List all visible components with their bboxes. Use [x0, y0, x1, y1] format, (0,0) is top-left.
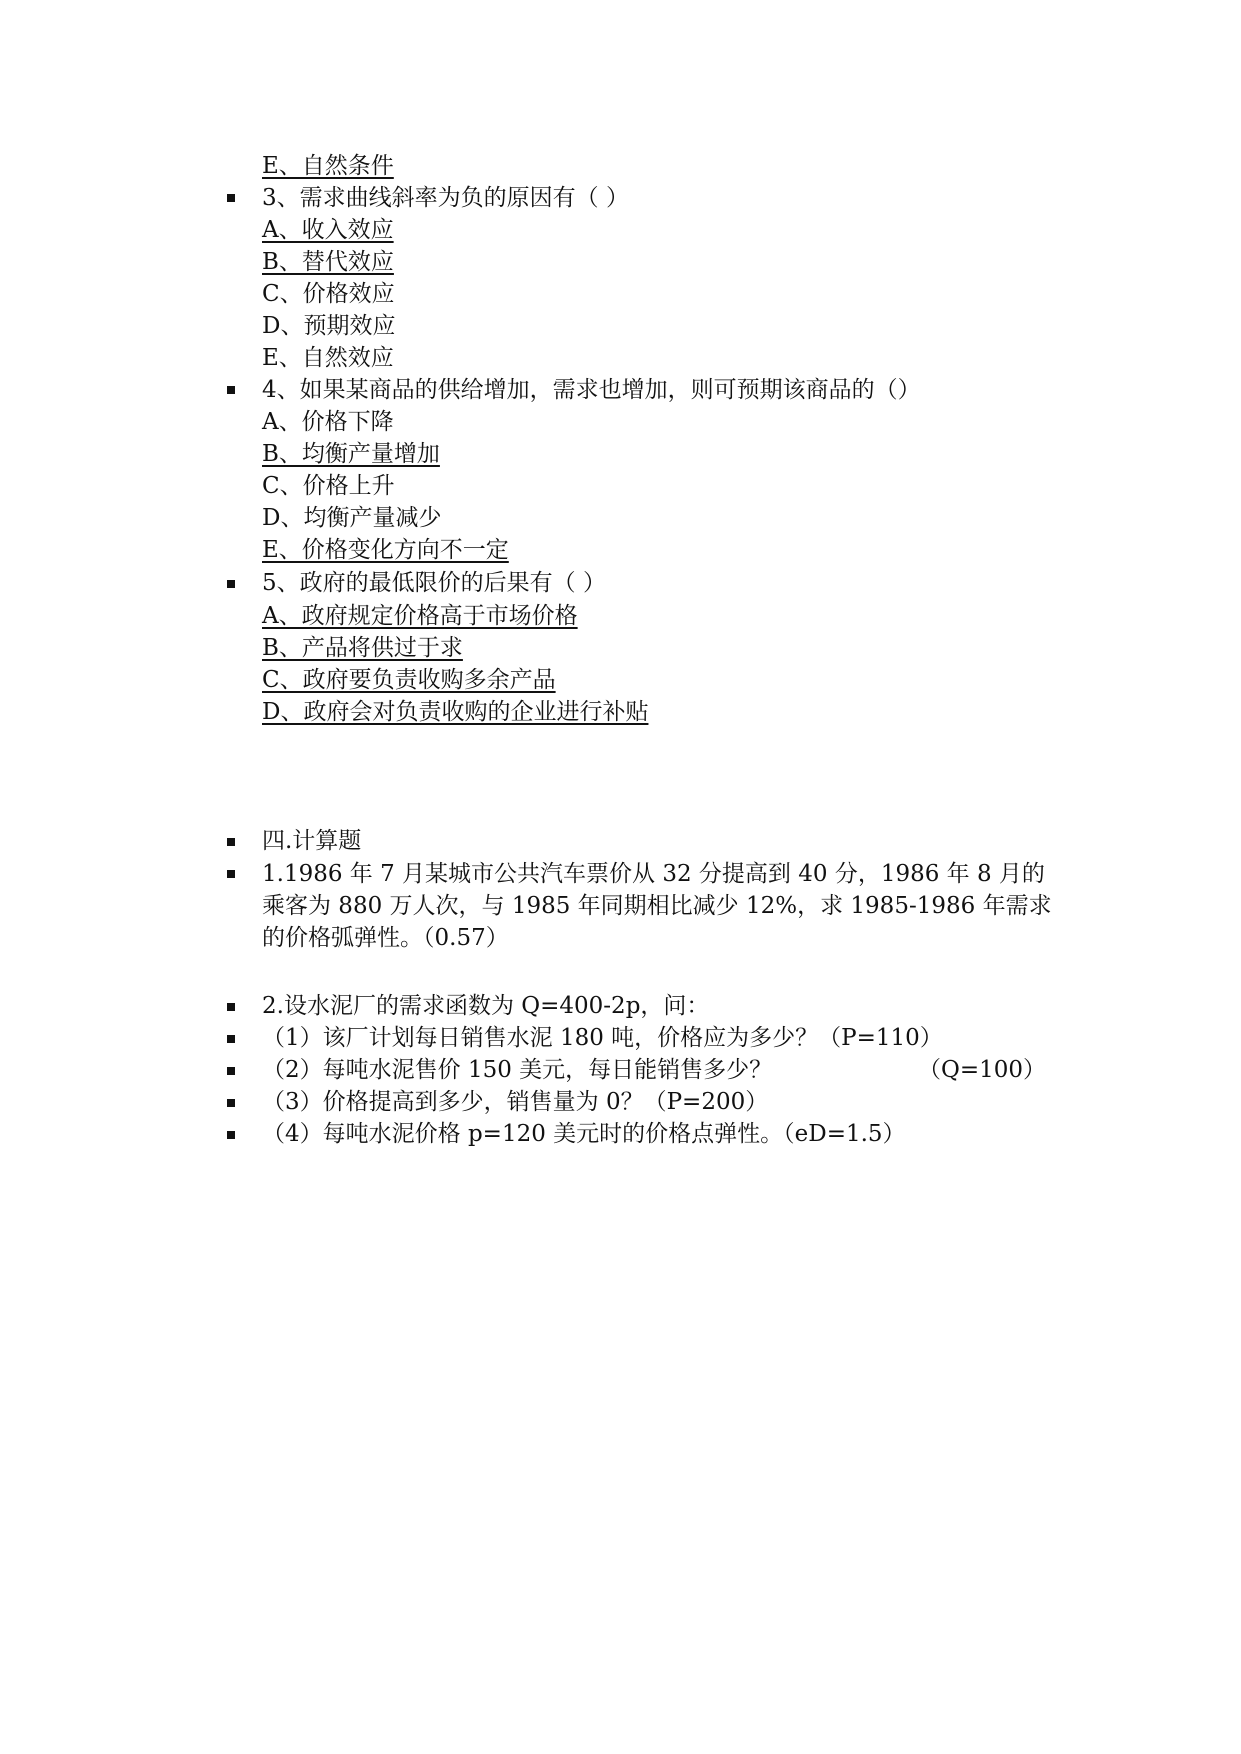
q5-option-b: B、产品将供过于求 [262, 635, 463, 661]
q5-option-a: A、政府规定价格高于市场价格 [262, 603, 578, 629]
bullet [227, 1067, 235, 1075]
problem-2-q2: （2）每吨水泥售价 150 美元，每日能销售多少？ [262, 1057, 773, 1083]
question-4: 4、如果某商品的供给增加，需求也增加，则可预期该商品的（） [262, 377, 921, 403]
bullet [227, 386, 235, 394]
q4-option-c: C、价格上升 [262, 473, 395, 499]
bullet [227, 1131, 235, 1139]
q3-option-d: D、预期效应 [262, 313, 396, 339]
q4-option-a: A、价格下降 [262, 409, 394, 435]
problem-2-q1: （1）该厂计划每日销售水泥 180 吨，价格应为多少？（P=110） [262, 1025, 943, 1051]
question-5: 5、政府的最低限价的后果有（ ） [262, 570, 606, 596]
q3-option-c: C、价格效应 [262, 281, 395, 307]
q5-option-c: C、政府要负责收购多余产品 [262, 667, 556, 693]
problem-2-q4: （4）每吨水泥价格 p=120 美元时的价格点弹性。（eD=1.5） [262, 1121, 906, 1147]
option-e-prev: E、自然条件 [262, 153, 394, 179]
problem-2-intro: 2.设水泥厂的需求函数为 Q=400-2p，问： [262, 993, 710, 1019]
q3-option-b: B、替代效应 [262, 249, 394, 275]
bullet [227, 1099, 235, 1107]
problem-2-q3: （3）价格提高到多少，销售量为 0？（P=200） [262, 1089, 769, 1115]
bullet [227, 580, 235, 588]
bullet [227, 194, 235, 202]
problem-1-line-3: 的价格弧弹性。（0.57） [262, 925, 509, 951]
section-title-calc: 四.计算题 [262, 828, 362, 854]
question-3: 3、需求曲线斜率为负的原因有（ ） [262, 185, 629, 211]
q5-option-d: D、政府会对负责收购的企业进行补贴 [262, 699, 649, 725]
problem-1-line-2: 乘客为 880 万人次，与 1985 年同期相比减少 12%，求 1985-1986 年需求 [262, 893, 1052, 919]
bullet [227, 870, 235, 878]
problem-2-q2-answer: （Q=100） [918, 1057, 1047, 1083]
q3-option-e: E、自然效应 [262, 345, 394, 371]
q4-option-e: E、价格变化方向不一定 [262, 537, 509, 563]
q4-option-b: B、均衡产量增加 [262, 441, 440, 467]
bullet [227, 1035, 235, 1043]
problem-1-line-1: 1.1986 年 7 月某城市公共汽车票价从 32 分提高到 40 分，1986 年 8 月的 [262, 861, 1045, 887]
q3-option-a: A、收入效应 [262, 217, 394, 243]
bullet [227, 838, 235, 846]
bullet [227, 1003, 235, 1011]
q4-option-d: D、均衡产量减少 [262, 505, 442, 531]
